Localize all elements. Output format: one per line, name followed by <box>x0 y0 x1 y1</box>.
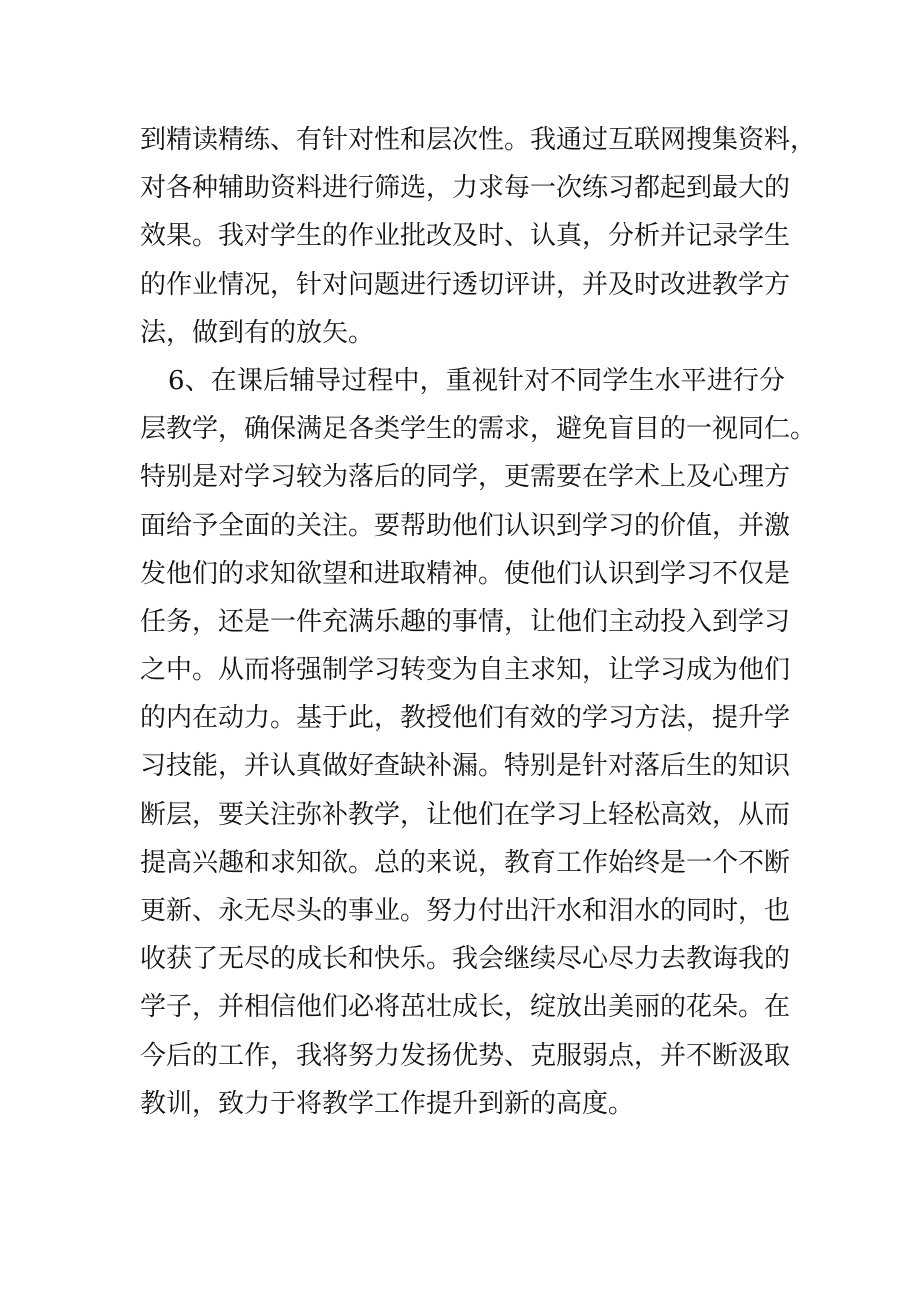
text-line: 提高兴趣和求知欲。总的来说，教育工作始终是一个不断 <box>140 847 791 878</box>
text-line: 今后的工作，我将努力发扬优势、克服弱点，并不断汲取 <box>140 1040 791 1071</box>
text-line: 收获了无尽的成长和快乐。我会继续尽心尽力去教诲我的 <box>140 944 791 975</box>
text-line: 更新、永无尽头的事业。努力付出汗水和泪水的同时，也 <box>140 896 791 926</box>
text-line: 教训，致力于将教学工作提升到新的高度。 <box>140 1088 635 1119</box>
text-line: 的内在动力。基于此，教授他们有效的学习方法，提升学 <box>140 703 791 734</box>
text-line: 层教学，确保满足各类学生的需求，避免盲目的一视同仁。 <box>140 414 817 445</box>
text-line: 发他们的求知欲望和进取精神。使他们认识到学习不仅是 <box>140 558 791 589</box>
paragraph-6-first-line: 6、在课后辅导过程中，重视针对不同学生水平进行分 <box>168 365 785 396</box>
text-line: 效果。我对学生的作业批改及时、认真，分析并记录学生 <box>140 221 791 252</box>
text-line: 对各种辅助资料进行筛选，力求每一次练习都起到最大的 <box>140 173 791 204</box>
text-line: 的作业情况，针对问题进行透切评讲，并及时改进教学方 <box>140 269 791 300</box>
body-text <box>140 116 817 1128</box>
text-line: 特别是对学习较为落后的同学，更需要在学术上及心理方 <box>140 462 791 493</box>
text-line: 任务，还是一件充满乐趣的事情，让他们主动投入到学习 <box>140 606 791 637</box>
text-line: 习技能，并认真做好查缺补漏。特别是针对落后生的知识 <box>140 751 791 782</box>
text-line: 学子，并相信他们必将茁壮成长，绽放出美丽的花朵。在 <box>140 992 791 1023</box>
text-line: 法，做到有的放矢。 <box>140 317 375 348</box>
text-line: 之中。从而将强制学习转变为自主求知，让学习成为他们 <box>140 655 791 686</box>
text-line: 到精读精练、有针对性和层次性。我通过互联网搜集资料， <box>140 125 817 155</box>
text-line: 面给予全面的关注。要帮助他们认识到学习的价值，并激 <box>140 510 791 541</box>
text-line: 断层，要关注弥补教学，让他们在学习上轻松高效，从而 <box>140 799 791 830</box>
